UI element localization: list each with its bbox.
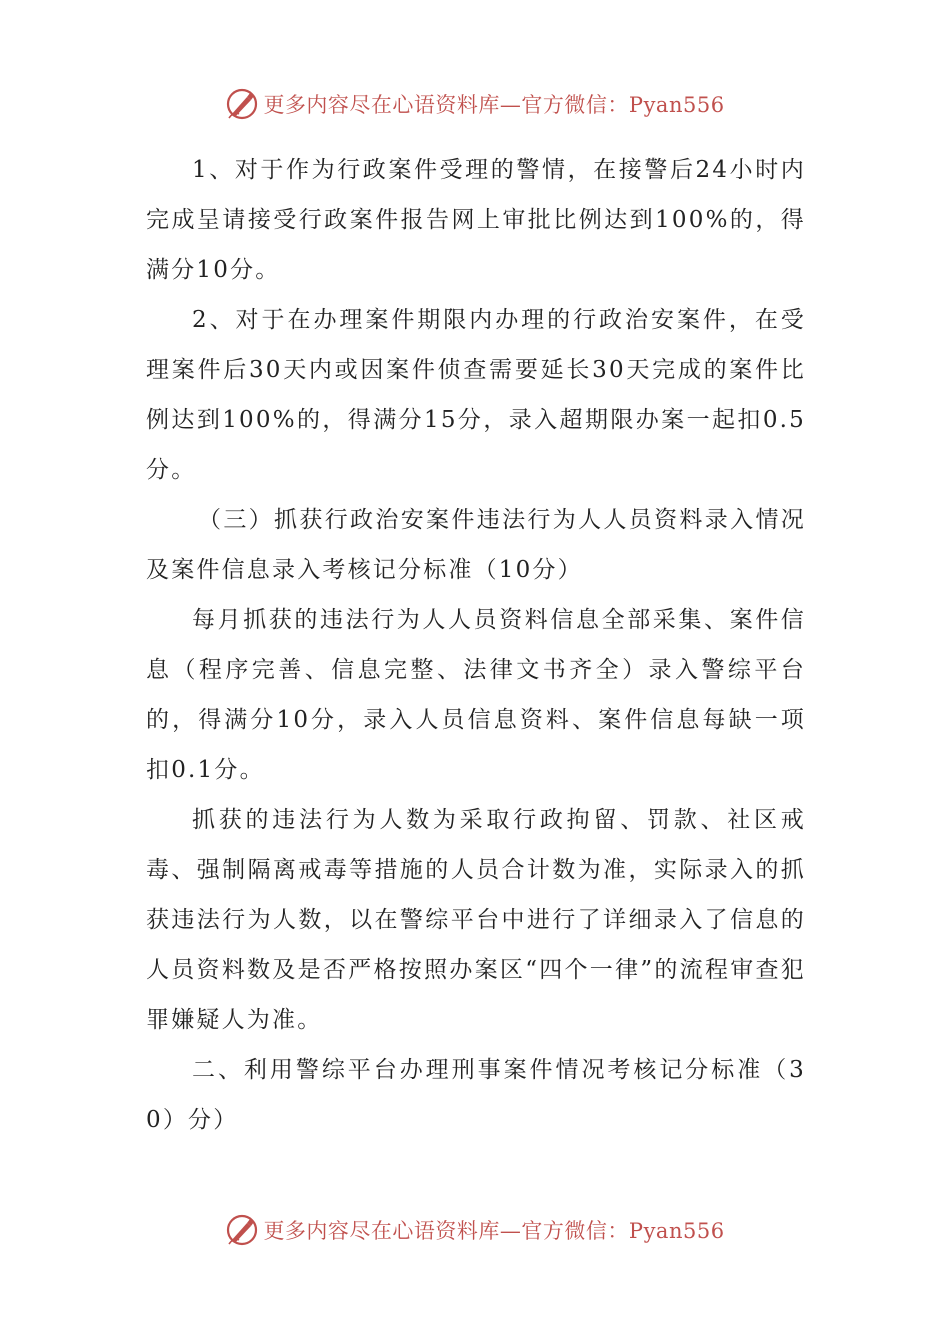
paragraph-item-1: 1、对于作为行政案件受理的警情，在接警后24小时内完成呈请接受行政案件报告网上审批比例达到100%的，得满分10分。 [146, 157, 806, 283]
footer-banner-text: 更多内容尽在心语资料库—官方微信：Pyan556 [263, 1219, 725, 1243]
footer-banner [0, 1210, 950, 1250]
pen-logo-icon [225, 87, 259, 121]
paragraph-count-definition: 抓获的违法行为人数为采取行政拘留、罚款、社区戒毒、强制隔离戒毒等措施的人员合计数为准，实际录入的抓获违法行为人数，以在警综平台中进行了详细录入了信息的人员资料数及是否严格按照办案区“四个一律”的流程审查犯罪嫌疑人为准。 [146, 807, 806, 1033]
section-heading-3: （三）抓获行政治安案件违法行为人人员资料录入情况及案件信息录入考核记分标准（10分） [146, 507, 806, 583]
header-banner-text: 更多内容尽在心语资料库—官方微信：Pyan556 [263, 93, 725, 117]
paragraph-entry-scoring: 每月抓获的违法行为人人员资料信息全部采集、案件信息（程序完善、信息完整、法律文书齐全）录入警综平台的，得满分10分，录入人员信息资料、案件信息每缺一项扣0.1分。 [146, 607, 806, 783]
section-heading-2: 二、利用警综平台办理刑事案件情况考核记分标准（30）分） [146, 1057, 806, 1133]
paragraph-item-2: 2、对于在办理案件期限内办理的行政治安案件，在受理案件后30天内或因案件侦查需要延长30天完成的案件比例达到100%的，得满分15分，录入超期限办案一起扣0.5分。 [146, 307, 806, 483]
pen-logo-icon [225, 1213, 259, 1247]
header-banner [0, 84, 950, 124]
document-body [146, 145, 806, 1145]
